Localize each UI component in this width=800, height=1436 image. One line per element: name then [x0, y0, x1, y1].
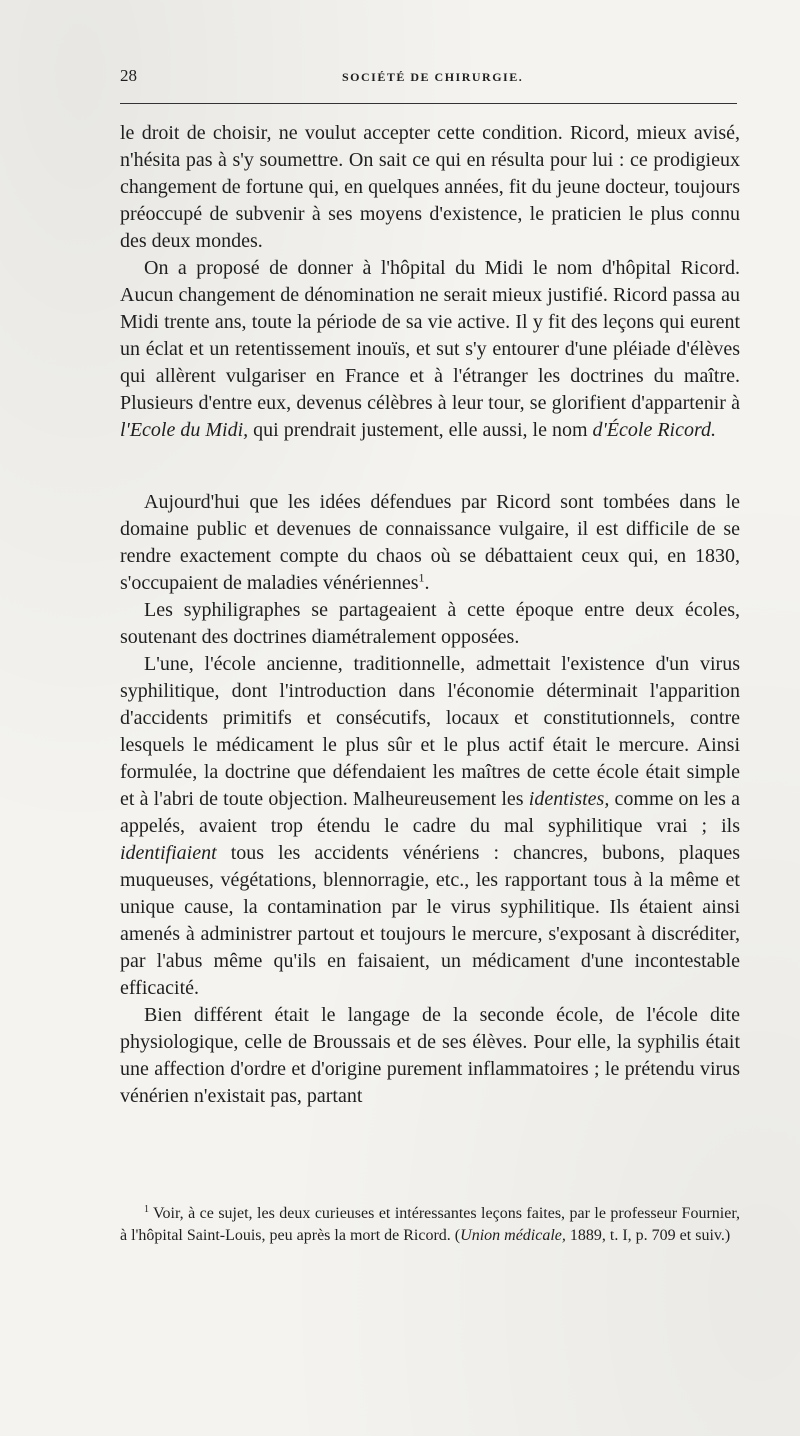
page-header: [120, 66, 740, 96]
paragraph-4: Les syphiligraphes se partageaient à cette époque entre deux écoles, soutenant des doctrines diamétralement opposées.: [120, 599, 740, 648]
paragraph-5-text-b: comme on les a appelés, avaient trop étendu le cadre du mal syphilitique vrai ; ils: [120, 788, 740, 837]
paragraph-2-text-b: qui prendrait justement, elle aussi, le nom: [248, 419, 593, 441]
footnote-text-a: Voir, à ce sujet, les deux curieuses et intéressantes leçons faites, par le professeur Fournier, à l'hôpital Saint-Louis, peu après la mort de Ricord. (: [120, 1205, 740, 1244]
paragraph-3-end: .: [424, 572, 430, 594]
footnote-reference: 1: [418, 570, 425, 585]
paragraph-2-text-a: On a proposé de donner à l'hôpital du Midi le nom d'hôpital Ricord. Aucun changement de dénomination ne serait mieux justifié. Ricord passa au Midi trente ans, toute la période de sa vie active. Il y fit des leçons qui eurent un éclat et un retentissement inouïs, et sut s'y entourer d'une pléiade d'élèves qui allèrent vulgariser en France et à l'étranger les doctrines du maître. Plusieurs d'entre eux, devenus célèbres à leur tour, se glorifient d'appartenir à: [120, 257, 740, 414]
header-rule: [120, 103, 737, 104]
page-number: 28: [120, 66, 137, 85]
paragraph-5-text-a: L'une, l'école ancienne, traditionnelle, admettait l'existence d'un virus syphilitique, dont l'introduction dans l'économie déterminait l'apparition d'accidents primitifs et consécutifs, locaux et constitutionnels, contre lesquels le médicament le plus sûr et le plus actif était le mercure. Ainsi formulée, la doctrine que défendaient les maîtres de cette école était simple et à l'abri de toute objection. Malheureusement les: [120, 653, 740, 810]
footnotes: [120, 1203, 740, 1247]
footnote-1: [120, 1203, 740, 1247]
paragraph-1: le droit de choisir, ne voulut accepter cette condition. Ricord, mieux avisé, n'hésita pas à s'y soumettre. On sait ce qui en résulta pour lui : ce prodigieux changement de fortune qui, en quelques années, fit du jeune docteur, toujours préoccupé de subvenir à ses moyens d'existence, le praticien le plus connu des deux mondes.: [120, 122, 740, 252]
footnote-emphasis: Union médicale,: [460, 1227, 566, 1244]
paragraph-6: Bien différent était le langage de la seconde école, de l'école dite physiologique, celle de Broussais et de ses élèves. Pour elle, la syphilis était une affection d'ordre et d'origine purement inflammatoires ; le prétendu virus vénérien n'existait pas, partant: [120, 1004, 740, 1107]
body-text: [120, 120, 740, 1110]
paragraph-2-emphasis-2: d'École Ricord.: [592, 419, 717, 441]
paragraph-2-emphasis-1: l'Ecole du Midi,: [120, 419, 249, 441]
paragraph-3-text: Aujourd'hui que les idées défendues par Ricord sont tombées dans le domaine public et devenues de connaissance vulgaire, il est difficile de se rendre exactement compte du chaos où se débattaient ceux qui, en 1830, s'occupaient de maladies vénériennes: [120, 491, 740, 594]
paragraph-2: [120, 255, 740, 444]
paragraph-5-text-c: tous les accidents vénériens : chancres, bubons, plaques muqueuses, végétations, blennorragie, etc., les rapportant tous à la même et unique cause, la contamination par le virus syphilitique. Ils étaient ainsi amenés à administrer partout et toujours le mercure, s'exposant à discréditer, par l'abus même qu'ils en faisaient, un médicament d'une incontestable efficacité.: [120, 842, 740, 999]
paragraph-3: [120, 489, 740, 597]
paragraph-5-emphasis-2: identifiaient: [120, 842, 217, 864]
running-head: SOCIÉTÉ DE CHIRURGIE.: [342, 70, 524, 84]
section-gap: [120, 444, 740, 489]
paragraph-5-emphasis-1: identistes,: [528, 788, 610, 810]
footnote-text-b: 1889, t. I, p. 709 et suiv.): [565, 1227, 731, 1244]
footnote-mark: 1: [144, 1203, 149, 1215]
paragraph-5: [120, 651, 740, 1002]
